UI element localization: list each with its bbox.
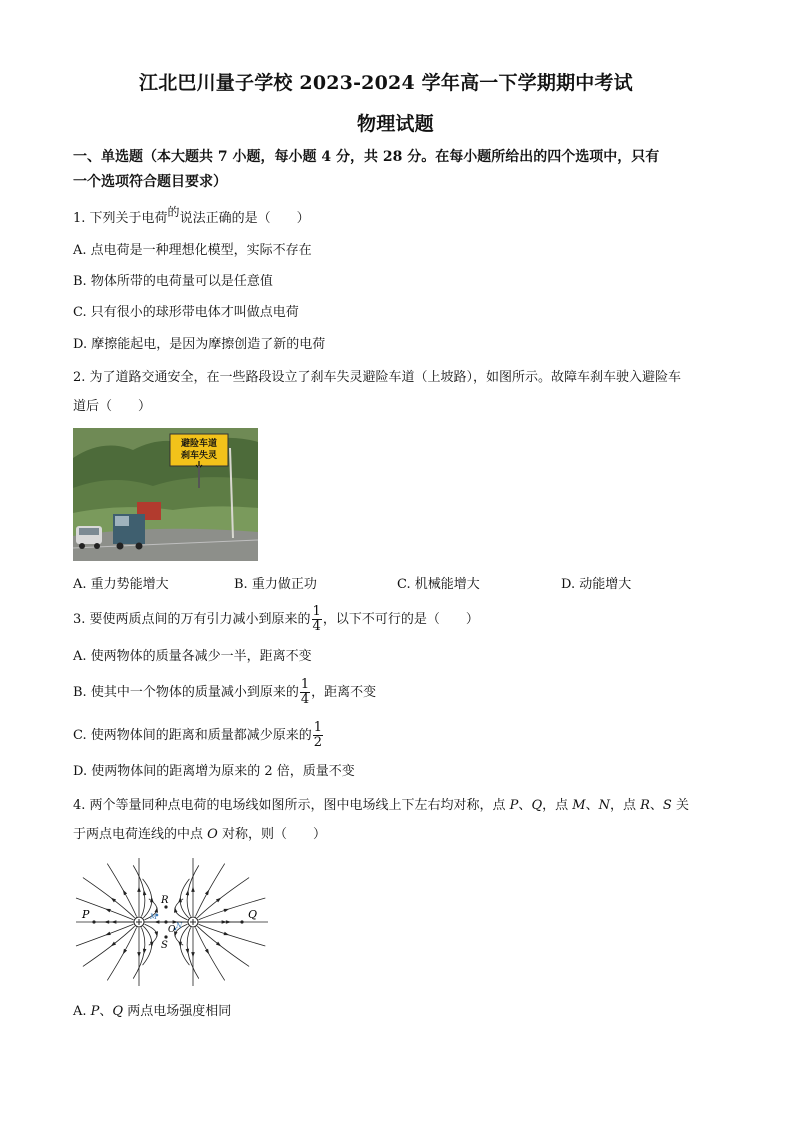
q3-option-b-part1: B. 使其中一个物体的质量减小到原来的 (73, 685, 299, 700)
q1-option-c: C. 只有很小的球形带电体才叫做点电荷 (73, 305, 299, 320)
q4-text: 关 (671, 798, 689, 813)
field-line-arrow (123, 949, 127, 955)
escape-lane-photo (73, 428, 258, 561)
q3-option-c-denominator: 2 (313, 735, 323, 750)
field-line (180, 879, 189, 918)
field-line-arrow (178, 942, 182, 947)
field-line-arrow (105, 932, 111, 936)
q3-option-b (73, 677, 376, 709)
q2-stem-line1: 2. 为了道路交通安全，在一些路段设立了刹车失灵避险车道（上坡路），如图所示。故障车刹车驶入避险车 (73, 370, 682, 385)
q1-option-a: A. 点电荷是一种理想化模型，实际不存在 (73, 243, 312, 258)
q3-option-a: A. 使两物体的质量各减少一半，距离不变 (73, 649, 312, 664)
field-line (180, 926, 189, 965)
q3-option-c (73, 720, 324, 752)
q4-var-o: O (207, 827, 218, 842)
q4-var-q: Q (531, 798, 543, 813)
field-line-arrow (186, 890, 190, 896)
q3-option-c-numerator: 1 (313, 720, 323, 735)
q3-option-c-fraction (313, 721, 323, 750)
field-line-arrow (191, 887, 195, 892)
q4-text: 于两点电荷连线的中点 (73, 827, 208, 842)
q4-var-m: M (572, 798, 586, 813)
field-line-arrow (143, 890, 147, 896)
section-heading-line2: 一个选项符合题目要求） (73, 174, 227, 190)
field-line (195, 864, 224, 917)
q2-option-b: B. 重力做正功 (234, 577, 317, 592)
label-r: R (161, 895, 169, 906)
q4-text: ，点 (542, 798, 573, 813)
q4-option-a-var-q: Q (112, 1004, 124, 1019)
sign-line2: 刹车失灵 (180, 451, 218, 461)
field-line-arrow (155, 931, 159, 937)
field-line-arrow (186, 949, 190, 955)
field-line (195, 927, 224, 980)
field-line-arrow (224, 909, 230, 912)
point-s (164, 935, 167, 938)
field-line-arrow (174, 907, 178, 913)
q4-separator: 、 (518, 798, 532, 813)
q1-stem-superscript: 的 (167, 205, 180, 219)
label-m: M (150, 913, 158, 921)
q4-stem-line2 (73, 826, 326, 844)
exam-subtitle: 物理试题 (357, 113, 434, 135)
q3-option-b-denominator: 4 (300, 692, 310, 707)
q1-stem-part1: 1. 下列关于电荷 (73, 211, 168, 226)
label-p: P (82, 908, 90, 921)
q3-option-b-numerator: 1 (300, 677, 310, 692)
q3-fraction-numerator: 1 (312, 604, 321, 619)
point-p (92, 920, 95, 923)
q3-option-b-part2: ，距离不变 (311, 685, 377, 700)
field-line-arrow (205, 890, 209, 896)
field-line-arrow (155, 907, 159, 913)
q1-option-d: D. 摩擦能起电，是因为摩擦创造了新的电荷 (73, 337, 326, 352)
field-line-arrow (178, 897, 182, 902)
field-line (143, 879, 152, 918)
field-line-arrow (137, 952, 141, 957)
q3-fraction (312, 605, 322, 634)
q2-option-d: D. 动能增大 (561, 577, 632, 592)
q2-stem-line2: 道后（ ） (73, 399, 152, 414)
q4-var-p: P (509, 798, 519, 813)
field-line (107, 927, 136, 980)
q4-text: 对称，则（ ） (217, 827, 326, 842)
q3-option-d: D. 使两物体间的距离增为原来的 2 倍，质量不变 (73, 764, 355, 779)
field-line (143, 926, 152, 965)
q4-option-a (73, 1003, 231, 1021)
point-q (240, 920, 243, 923)
sign-line1: 避险车道 (180, 439, 218, 449)
q3-stem (73, 604, 479, 636)
q3-stem-part2: ，以下不可行的是（ ） (322, 612, 479, 627)
q1-stem (73, 205, 310, 228)
field-line-arrow (104, 920, 109, 924)
label-s: S (161, 940, 168, 951)
label-o: O (168, 925, 176, 935)
q4-stem-line1 (73, 797, 689, 815)
field-lines-svg (74, 855, 270, 990)
label-n: N (176, 922, 183, 930)
q4-text: 4. 两个等量同种点电荷的电场线如图所示，图中电场线上下左右均对称，点 (73, 798, 510, 813)
field-line-arrow (191, 952, 195, 957)
q3-option-b-fraction (300, 678, 310, 707)
field-line-arrow (150, 897, 154, 902)
field-line-arrow (111, 920, 116, 924)
field-line-arrow (123, 890, 127, 896)
q2-option-c: C. 机械能增大 (397, 577, 480, 592)
point-o (164, 920, 167, 923)
electric-field-diagram (74, 855, 270, 990)
field-line-arrow (150, 942, 154, 947)
q2-option-a: A. 重力势能增大 (73, 577, 169, 592)
q4-separator: 、 (585, 798, 599, 813)
q4-option-a-separator: 、 (99, 1004, 113, 1019)
q4-separator: 、 (649, 798, 663, 813)
field-line-arrow (143, 949, 147, 955)
q1-stem-part2: 说法正确的是（ ） (179, 211, 310, 226)
exam-title: 江北巴川量子学校 2023-2024 学年高一下学期期中考试 (139, 72, 633, 94)
q4-text: ，点 (609, 798, 641, 813)
q3-fraction-denominator: 4 (312, 619, 321, 634)
field-line-arrow (205, 949, 209, 955)
field-line-arrow (224, 932, 230, 935)
q3-stem-part1: 3. 要使两质点间的万有引力减小到原来的 (73, 612, 311, 627)
q1-option-b: B. 物体所带的电荷量可以是任意值 (73, 274, 273, 289)
field-line-arrow (105, 909, 111, 913)
q4-option-a-prefix: A. (73, 1004, 91, 1019)
q4-var-s: S (662, 798, 672, 813)
field-line (107, 864, 136, 917)
q4-var-r: R (640, 798, 650, 813)
section-heading-line1: 一、单选题（本大题共 7 小题，每小题 4 分，共 28 分。在每小题所给出的四个选项中，只有 (73, 149, 660, 165)
q4-var-n: N (598, 798, 610, 813)
label-q: Q (248, 908, 258, 921)
field-line (199, 924, 266, 946)
q3-option-c-part1: C. 使两物体间的距离和质量都减少原来的 (73, 728, 312, 743)
q4-option-a-text: 两点电场强度相同 (123, 1004, 232, 1019)
escape-lane-photo-svg (73, 428, 258, 561)
field-line-arrow (137, 887, 141, 892)
q4-option-a-var-p: P (90, 1004, 100, 1019)
